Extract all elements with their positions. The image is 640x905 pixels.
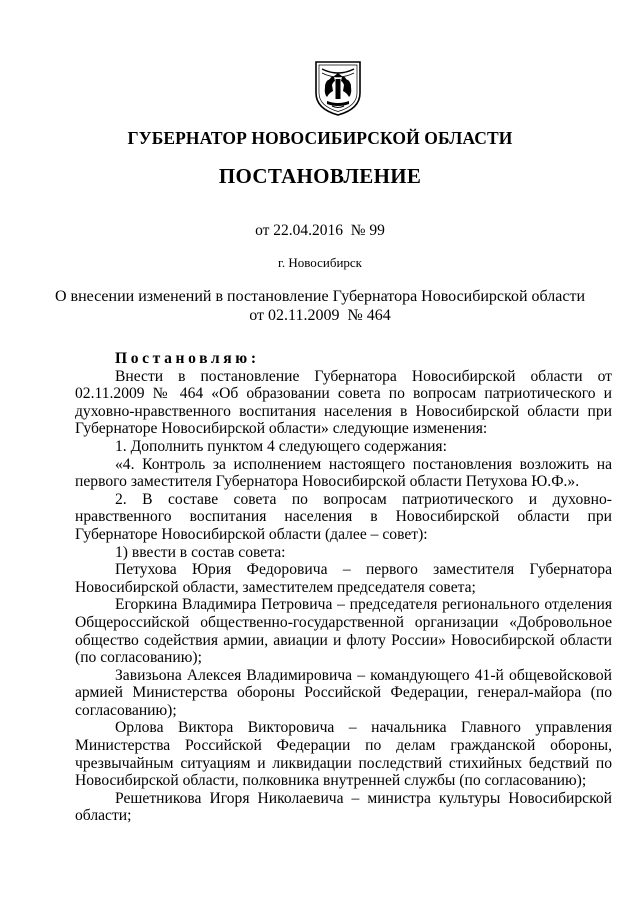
body-paragraph: 2. В составе совета по вопросам патриотического и духовно-нравственного воспитания населения в Новосибирской области при Губернаторе Новосибирской области (далее – совет): [75, 490, 612, 543]
body-paragraph: Егоркина Владимира Петровича – председателя регионального отделения Общероссийской общественно-государственной организации «Добровольное общество содействия армии, авиации и флоту России» Новосибирской области (по согласованию); [75, 596, 612, 667]
body-paragraph: «4. Контроль за исполнением настоящего постановления возложить на первого заместителя Губернатора Новосибирской области Петухова Ю.Ф.». [75, 455, 612, 491]
document-subject [0, 287, 640, 325]
body-paragraph: Петухова Юрия Федоровича – первого заместителя Губернатора Новосибирской области, заместителем председателя совета; [75, 561, 612, 596]
body-paragraph: Завизьона Алексея Владимировича – командующего 41-й общевойсковой армией Министерства обороны Российской Федерации, генерал-майора (по согласованию); [75, 666, 612, 719]
coat-of-arms-icon [313, 57, 363, 117]
body-paragraph: Орлова Виктора Викторовича – начальника Главного управления Министерства Российской Федерации по делам гражданской обороны, чрезвычайным ситуациям и ликвидации последствий стихийных бедствий по Новосибирской области, полковника внутренней службы (по согласованию); [75, 719, 612, 790]
resolution-heading: Постановляю: [115, 350, 257, 367]
body-paragraph: 1. Дополнить пунктом 4 следующего содержания: [115, 437, 447, 455]
body-paragraph: Внести в постановление Губернатора Новосибирской области от 02.11.2009 № 464 «Об образовании совета по вопросам патриотического и духовно-нравственного воспитания населения в Новосибирской области при Губернаторе Новосибирской области» следующие изменения: [75, 367, 612, 438]
resolution-heading-text: Постановляю [115, 350, 251, 367]
body-paragraph: Решетникова Игоря Николаевича – министра культуры Новосибирской области; [75, 789, 612, 825]
subject-line-2: от 02.11.2009 № 464 [249, 307, 391, 324]
document-city: г. Новосибирск [277, 255, 362, 270]
document-date-number: от 22.04.2016 № 99 [255, 222, 385, 239]
subject-line-1: О внесении изменений в постановление Губернатора Новосибирской области [54, 288, 586, 305]
document-body [75, 350, 612, 825]
document-type: ПОСТАНОВЛЕНИЕ [218, 164, 422, 188]
body-paragraph: 1) ввести в состав совета: [115, 543, 286, 561]
organization-title: ГУБЕРНАТОР НОВОСИБИРСКОЙ ОБЛАСТИ [127, 128, 513, 148]
